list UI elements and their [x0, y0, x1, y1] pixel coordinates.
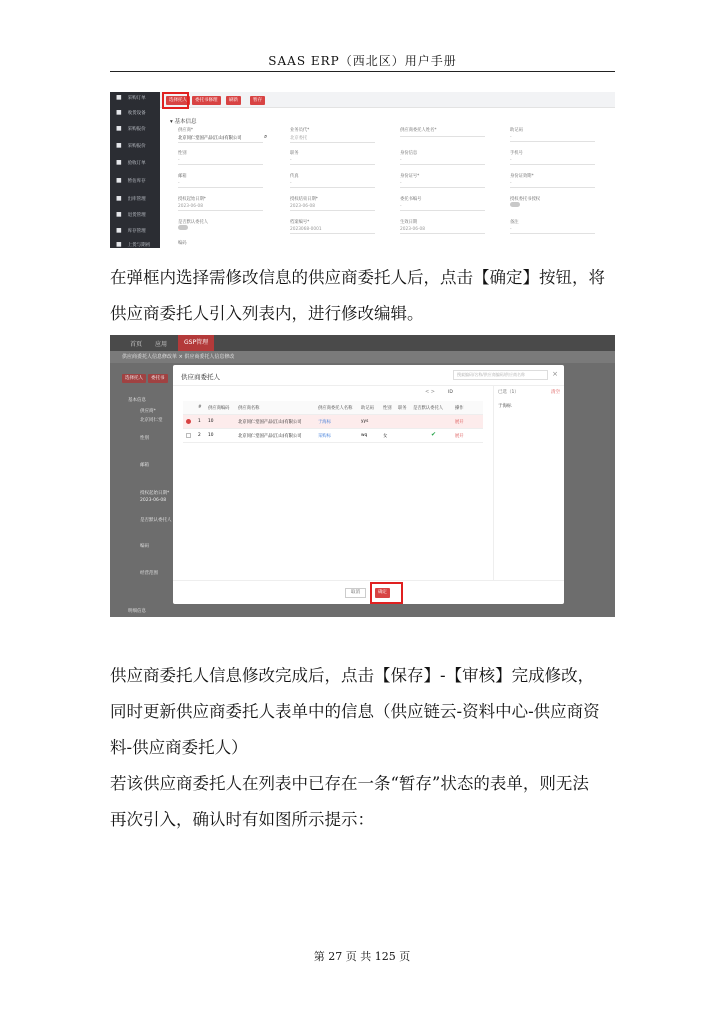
column-header: 供应商名称 — [238, 406, 260, 411]
draft-button[interactable]: 暂存 — [250, 96, 265, 105]
cell: 女 — [383, 434, 388, 439]
cell: 北京同仁堂国产品(江山)有限公司 — [238, 420, 302, 425]
section-title: ▾ 基本信息 — [170, 119, 197, 125]
confirm-button[interactable]: 确定 — [375, 588, 390, 598]
sidebar-item[interactable]: ■ 验收订单 — [116, 159, 146, 166]
selected-item[interactable]: 于海标 — [498, 404, 512, 409]
form-field[interactable]: 档案编号* 2023068-0001 — [290, 219, 375, 234]
close-icon[interactable]: × — [552, 370, 558, 378]
text-line: 若该供应商委托人在列表中已存在一条“暂存”状态的表单，则无法 — [110, 774, 589, 793]
table-header — [183, 401, 483, 415]
sidebar-item[interactable]: ■ 库存管理 — [116, 227, 146, 234]
cell: 10 — [208, 433, 214, 438]
nav-apps[interactable]: 应用 — [155, 341, 168, 348]
form-field[interactable]: 性别 - — [178, 150, 263, 165]
column-header: 是否默认委托人 — [413, 406, 444, 411]
form-field[interactable]: 邮箱 - — [178, 173, 263, 188]
expand-link[interactable]: 展开 — [455, 434, 464, 439]
sidebar — [110, 92, 160, 248]
form-field[interactable]: 职务 - — [290, 150, 375, 165]
column-header: 操作 — [455, 406, 464, 411]
toolbar-button[interactable]: 委托书 — [148, 374, 168, 383]
bg-label: 基本信息 — [128, 398, 146, 403]
clear-button[interactable]: 清空 — [551, 390, 560, 395]
refresh-button[interactable]: 刷新 — [226, 96, 241, 105]
select-agent-button[interactable]: 选择托人 — [166, 96, 190, 105]
form-field[interactable]: 供应商委托人姓名* — [400, 127, 485, 137]
pager[interactable]: < > — [425, 389, 435, 395]
selected-title: 已选（1） — [498, 390, 519, 395]
form-field[interactable]: 助记码 - — [510, 127, 595, 142]
form-field[interactable]: 是否默认委托人 — [178, 219, 208, 232]
row-checkbox[interactable] — [186, 433, 191, 438]
paragraph — [110, 260, 615, 332]
form-field[interactable]: 手机号 - — [510, 150, 595, 165]
page-footer: 第 27 页 共 125 页 — [313, 950, 411, 963]
column-header: 职务 — [398, 406, 407, 411]
column-header: 助记码 — [361, 406, 374, 411]
form-field[interactable]: 传真 - — [290, 173, 375, 188]
text-line: 供应商委托人信息修改完成后，点击【保存】-【审核】完成修改， — [110, 666, 595, 685]
sidebar-item[interactable]: ■ 采购报价 — [116, 125, 146, 132]
form-field[interactable]: 业务员代* 北京委托 — [290, 127, 375, 143]
form-field[interactable]: 授权起始日期* 2023-06-08 — [178, 196, 263, 211]
cell: yys — [361, 419, 369, 424]
form-field[interactable]: 授权结束日期* 2023-06-08 — [290, 196, 375, 211]
dialog-title: 供应商委托人 — [181, 373, 220, 381]
bg-label: 是否默认委托人 — [140, 518, 172, 523]
bg-label: 经营范围 — [140, 571, 158, 576]
selected-panel — [493, 385, 564, 580]
text-line: 同时更新供应商委托人表单中的信息（供应链云-资料中心-供应商资 — [110, 702, 600, 721]
expand-link[interactable]: 展开 — [455, 420, 464, 425]
nav-gsp[interactable]: GSP管理 — [178, 335, 214, 351]
sidebar-item[interactable]: ■ 上货与期初 — [116, 241, 150, 248]
search-input[interactable]: 搜索编码/名称/供应商编码/供应商名称 — [453, 370, 548, 380]
bg-label: 明细信息 — [128, 609, 146, 614]
text-line: 料-供应商委托人） — [110, 738, 248, 757]
nav-home[interactable]: 首页 — [130, 341, 143, 348]
toggle-switch[interactable] — [178, 225, 188, 230]
column-header: # — [198, 405, 202, 410]
toolbar-button[interactable]: 委托书修理 — [192, 96, 221, 105]
form-field[interactable]: 身份证效期* - — [510, 173, 595, 188]
cell: ✔ — [431, 431, 437, 438]
bg-label: 供应商* — [140, 409, 156, 414]
table-row[interactable] — [183, 429, 483, 443]
cancel-button[interactable]: 取消 — [345, 588, 366, 598]
screenshot-dialog — [110, 335, 615, 617]
paragraph — [110, 658, 615, 838]
sidebar-item[interactable]: ■ 收货设备 — [116, 109, 146, 116]
form-field[interactable]: 身份证号* - — [400, 173, 485, 188]
row-radio[interactable] — [186, 419, 191, 424]
form-field[interactable]: 编码 — [178, 241, 187, 246]
sidebar-item[interactable]: ■ 暂估库存 — [116, 177, 146, 184]
sidebar-item[interactable]: ■ 出库管理 — [116, 195, 146, 202]
cell: wq — [361, 433, 368, 438]
sidebar-item[interactable]: ■ 退货管理 — [116, 211, 146, 218]
cell: 1 — [198, 419, 201, 424]
text-line: 供应商委托人引入列表内，进行修改编辑。 — [110, 304, 424, 323]
cell: 北京同仁堂国产品(江山)有限公司 — [238, 434, 302, 439]
text-line: 再次引入，确认时有如图所示提示： — [110, 810, 374, 829]
bg-label: 2023-06-08 — [140, 498, 167, 503]
sidebar-item[interactable]: ■ 采购订单 — [116, 94, 146, 101]
search-icon[interactable]: ⌕ — [264, 133, 268, 140]
form-field[interactable]: 身份信息 - — [400, 150, 485, 165]
text-line: 在弹框内选择需修改信息的供应商委托人后，点击【确定】按钮，将 — [110, 268, 605, 287]
agent-dialog — [173, 365, 564, 604]
form-field[interactable]: 生效日期 2023-06-08 — [400, 219, 485, 234]
bg-label: 北京同仁堂 — [140, 418, 163, 423]
column-header: 性别 — [383, 406, 392, 411]
form-field[interactable]: 授权委托书授权 — [510, 196, 540, 209]
column-setting[interactable]: ID — [448, 390, 453, 395]
bg-label: 邮箱 — [140, 463, 149, 468]
table-row[interactable] — [183, 415, 483, 429]
cell: 10 — [208, 419, 214, 424]
screenshot-form — [110, 92, 615, 248]
page-header: SAAS ERP（西北区）用户手册 — [268, 54, 457, 68]
sidebar-item[interactable]: ■ 采购报价 — [116, 142, 146, 149]
header-rule — [110, 71, 615, 72]
toggle-switch[interactable] — [510, 202, 520, 207]
bg-label: 授权起始日期* — [140, 491, 170, 496]
cell: 2 — [198, 433, 201, 438]
column-header: 供应商委托人名称 — [318, 406, 353, 411]
form-field[interactable]: 供应商* 北京同仁堂国产品(江山)有限公司 ⌕ — [178, 128, 268, 141]
breadcrumb: 供应商委托人信息修改单 × 供应商委托人信息修改 — [110, 351, 615, 363]
bg-label: 性别 — [140, 436, 149, 441]
form-field[interactable]: 备注 - — [510, 219, 595, 234]
column-header: 供应商编码 — [208, 406, 230, 411]
highlight-box — [370, 582, 403, 604]
dialog-footer — [173, 580, 564, 604]
cell[interactable]: 采购标 — [318, 434, 331, 439]
highlight-box — [162, 92, 189, 109]
select-agent-button[interactable]: 选择托人 — [122, 374, 146, 383]
cell[interactable]: 于海标 — [318, 420, 331, 425]
bg-label: 编码 — [140, 544, 149, 549]
top-nav — [110, 335, 615, 351]
form-field[interactable]: 委托书编号 - — [400, 196, 485, 211]
